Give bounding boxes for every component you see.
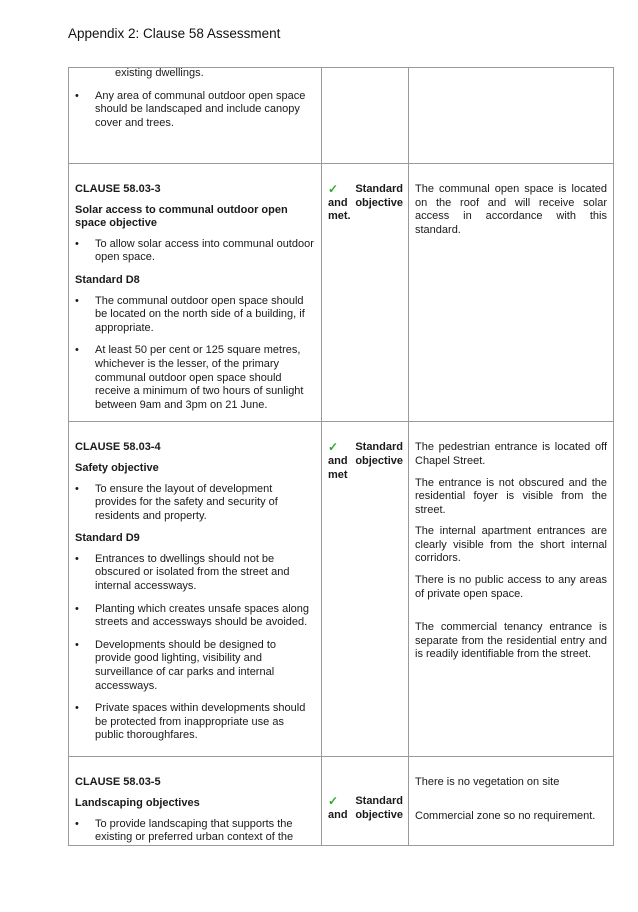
status-line: ✓ Standard	[328, 440, 403, 455]
spacer	[415, 609, 607, 621]
status-cell	[322, 757, 409, 845]
status-line: and objective	[328, 808, 403, 821]
bullet-icon: •	[75, 702, 79, 715]
objective-bullets	[75, 238, 315, 265]
requirement-cell	[69, 757, 322, 845]
list-item: • The communal outdoor open space should be located on the north side of a building, if appropriate.	[75, 294, 305, 334]
list-item: • Entrances to dwellings should not be obscured or isolated from the street and internal accessways.	[75, 552, 290, 593]
check-icon: ✓	[328, 440, 339, 455]
objective-title: Safety objective	[75, 461, 159, 474]
comment-text: There is no vegetation on site	[415, 776, 560, 789]
list-item: • Any area of communal outdoor open space should be landscaped and include canopy cover and trees.	[75, 89, 306, 129]
status-cell	[322, 164, 409, 422]
comment-text: The entrance is not obscured and the residential foyer is visible from the street.	[415, 476, 607, 516]
list-item: • At least 50 per cent or 125 square metres, whichever is the lesser, of the primary communal outdoor open space should receive a minimum of two hours of sunlight between 9am and 3pm on 21 June.	[75, 344, 304, 411]
clause-title: CLAUSE 58.03-5	[75, 776, 161, 789]
clause-title: CLAUSE 58.03-3	[75, 183, 161, 195]
status-line: met	[328, 468, 348, 481]
check-icon: ✓	[328, 182, 339, 196]
list-item: • To ensure the layout of development provides for the safety and security of residents and property.	[75, 482, 278, 522]
requirement-cell	[69, 164, 322, 422]
comment-text: The commercial tenancy entrance is separate from the residential entry and is readily identifiable from the street.	[415, 621, 607, 661]
comment-text: The communal open space is located on the roof and will receive solar access in accordance with this standard.	[415, 183, 607, 236]
table-row	[69, 164, 614, 422]
bullet-list	[75, 90, 315, 131]
table-row	[69, 757, 614, 845]
comment-cell	[409, 422, 614, 757]
bullet-icon: •	[75, 552, 79, 565]
table-row	[69, 68, 614, 164]
standard-title: Standard D9	[75, 532, 140, 545]
status-line: ✓ Standard	[328, 794, 403, 809]
standard-title: Standard D8	[75, 273, 140, 286]
status-line: met.	[328, 210, 351, 223]
list-item: • Private spaces within developments should be protected from inappropriate use as public thoroughfares.	[75, 702, 306, 742]
clause-title: CLAUSE 58.03-4	[75, 441, 161, 454]
list-item: • To allow solar access into communal outdoor open space.	[75, 237, 314, 264]
comment-text: The internal apartment entrances are clearly visible from the short internal corridors.	[415, 525, 607, 565]
continued-text: existing dwellings.	[115, 67, 204, 79]
requirement-cell	[69, 68, 322, 164]
comment-text: The pedestrian entrance is located off Chapel Street.	[415, 441, 607, 467]
requirement-cell	[69, 422, 322, 757]
page-header: Appendix 2: Clause 58 Assessment	[68, 26, 281, 41]
status-cell	[322, 68, 409, 164]
bullet-icon: •	[75, 817, 79, 830]
status-line: ✓ Standard	[328, 182, 403, 196]
list-item: • To provide landscaping that supports the existing or preferred urban context of the	[75, 817, 294, 844]
objective-title: Landscaping objectives	[75, 796, 200, 809]
status-line: and objective	[328, 454, 403, 467]
comment-text: Commercial zone so no requirement.	[415, 809, 596, 822]
bullet-icon: •	[75, 237, 79, 250]
status-line: and objective	[328, 196, 403, 209]
bullet-icon: •	[75, 602, 79, 615]
check-icon: ✓	[328, 794, 339, 809]
bullet-icon: •	[75, 482, 79, 495]
standard-bullets	[75, 553, 315, 743]
assessment-table	[68, 67, 614, 846]
comment-cell	[409, 757, 614, 845]
objective-title: Solar access to communal outdoor open space objective	[75, 203, 288, 230]
comment-text: There is no public access to any areas of private open space.	[415, 574, 607, 600]
list-item: • Planting which creates unsafe spaces along streets and accessways should be avoided.	[75, 602, 310, 629]
bullet-icon: •	[75, 344, 79, 357]
table-row	[69, 422, 614, 757]
list-item: • Developments should be designed to provide good lighting, visibility and surveillance of car parks and internal accessways.	[75, 638, 277, 692]
bullet-icon: •	[75, 89, 79, 102]
objective-bullets	[75, 818, 315, 845]
comment-cell	[409, 68, 614, 164]
bullet-icon: •	[75, 638, 79, 651]
standard-bullets	[75, 295, 315, 413]
bullet-icon: •	[75, 294, 79, 307]
objective-bullets	[75, 483, 315, 524]
comment-cell	[409, 164, 614, 422]
status-cell	[322, 422, 409, 757]
